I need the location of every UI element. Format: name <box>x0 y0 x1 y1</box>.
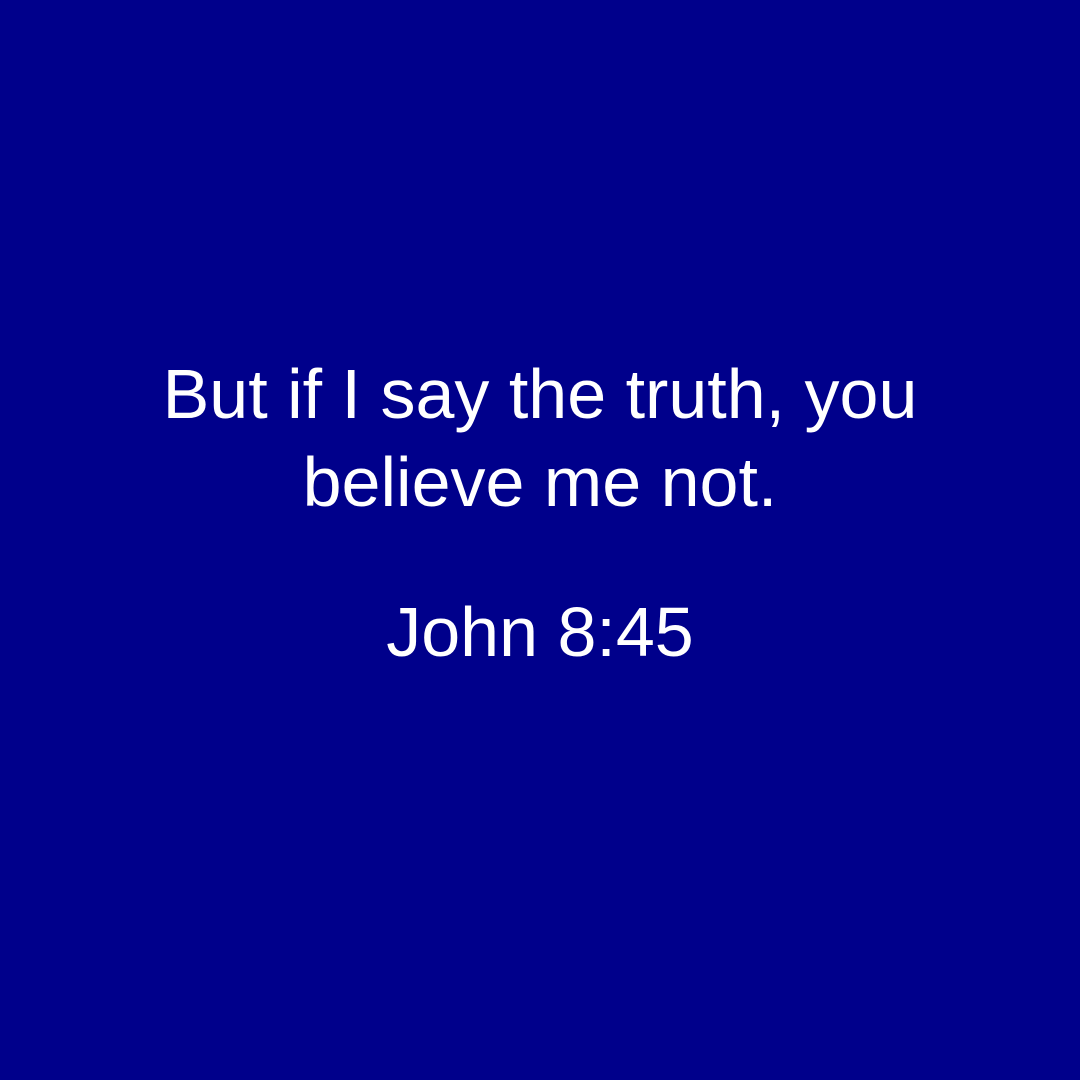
verse-reference: John 8:45 <box>386 593 694 671</box>
verse-text <box>40 350 1040 526</box>
verse-line-2: believe me not. <box>302 443 778 521</box>
verse-line-1: But if I say the truth, you <box>162 355 918 433</box>
